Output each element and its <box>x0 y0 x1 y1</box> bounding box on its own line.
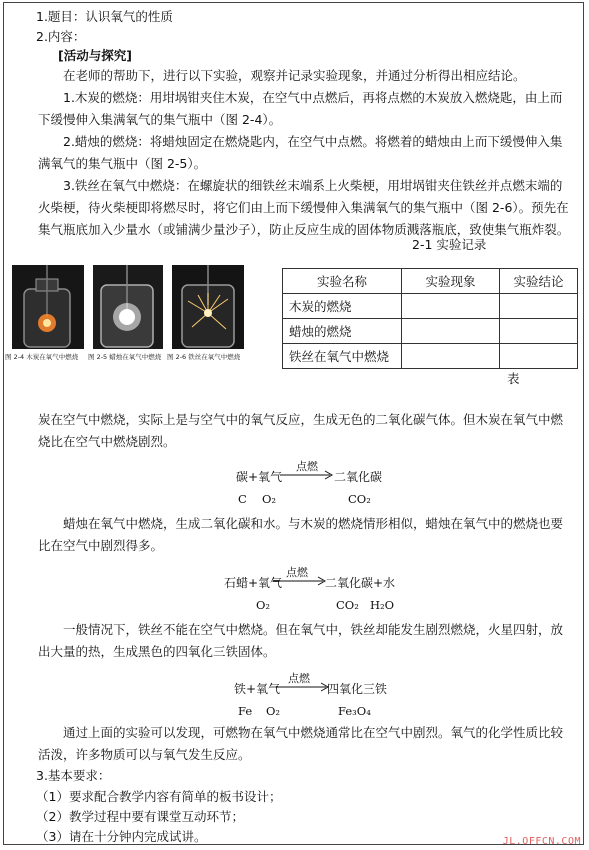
eq1-formula-c: C <box>238 492 247 506</box>
requirement-item: （1）要求配合教学内容有简单的板书设计； <box>36 789 282 804</box>
activity-intro: 在老师的帮助下，进行以下实验，观察并记录实验现象，并通过分析得出相应结论。 <box>63 68 526 83</box>
caption-fig-2-4: 图 2-4 木炭在氧气中燃烧 <box>5 353 79 361</box>
table-cell <box>402 319 500 344</box>
eq3-reactants: 铁+氧气 <box>234 682 281 696</box>
table-row <box>283 344 578 369</box>
table-cell <box>500 319 578 344</box>
requirements-label: 3.基本要求： <box>36 768 111 783</box>
lesson-title: 1.题目：认识氧气的性质 <box>36 9 173 24</box>
eq3-formula-fe3o4: Fe₃O₄ <box>338 704 371 718</box>
caption-fig-2-5: 图 2-5 蜡烛在氧气中燃烧 <box>88 353 162 361</box>
step-candle: 2.蜡烛的燃烧：将蜡烛固定在燃烧匙内，在空气中点燃。将燃着的蜡烛由上而下缓慢伸入集满氧气的集气瓶中（图 2-5）。 <box>38 134 563 171</box>
activity-heading: [活动与探究] <box>58 48 132 63</box>
step-charcoal: 1.木炭的燃烧：用坩埚钳夹住木炭，在空气中点燃后，再将点燃的木炭放入燃烧匙，由上而下缓慢伸入集满氧气的集气瓶中（图 2-4）。 <box>38 90 563 127</box>
eq1-product: 二氧化碳 <box>334 470 383 484</box>
table-row <box>283 294 578 319</box>
eq2-formula-co2: CO₂ <box>336 598 359 612</box>
table-cell <box>500 344 578 369</box>
table-row <box>283 319 578 344</box>
paragraph-carbon: 炭在空气中燃烧，实际上是与空气中的氧气反应，生成无色的二氧化碳气体。但木炭在氧气中燃烧比在空气中燃烧剧烈。 <box>38 412 564 449</box>
paragraph-iron: 一般情况下，铁丝不能在空气中燃烧。但在氧气中，铁丝却能发生剧烈燃烧，火星四射，放出大量的热，生成黑色的四氧化三铁固体。 <box>38 622 564 659</box>
requirement-item: （2）教学过程中要有课堂互动环节； <box>36 809 244 824</box>
table-cell <box>402 294 500 319</box>
paragraph-candle: 蜡烛在氧气中燃烧，生成二氧化碳和水。与木炭的燃烧情形相似，蜡烛在氧气中的燃烧也要比在空气中剧烈得多。 <box>38 516 564 553</box>
photo-iron-burning <box>172 265 244 349</box>
eq2-products: 二氧化碳+水 <box>325 576 396 590</box>
table-cell <box>402 344 500 369</box>
column-header: 实验结论 <box>500 269 578 294</box>
table-cell: 蜡烛的燃烧 <box>283 319 402 344</box>
experiment-record-table <box>282 268 578 369</box>
watermark: JL.OFFCN.COM <box>502 836 581 847</box>
eq1-formula-co2: CO₂ <box>348 492 371 506</box>
eq3-arrow-icon <box>276 682 332 692</box>
photo-candle-burning <box>93 265 163 349</box>
eq2-formula-h2o: H₂O <box>370 598 395 612</box>
table-suffix: 表 <box>507 371 520 386</box>
eq1-condition: 点燃 <box>296 460 318 473</box>
eq1-reactants: 碳+氧气 <box>236 470 283 484</box>
eq2-reactants: 石蜡+氧气 <box>224 576 283 590</box>
eq2-condition: 点燃 <box>286 566 308 579</box>
table-cell: 木炭的燃烧 <box>283 294 402 319</box>
content-label: 2.内容： <box>36 29 86 44</box>
photo-charcoal-burning <box>12 265 84 349</box>
column-header: 实验名称 <box>283 269 402 294</box>
table-cell <box>500 294 578 319</box>
eq1-formula-o2: O₂ <box>262 492 277 506</box>
table-header-row <box>283 269 578 294</box>
eq2-formula-o2: O₂ <box>256 598 271 612</box>
column-header: 实验现象 <box>402 269 500 294</box>
eq3-condition: 点燃 <box>288 672 310 685</box>
eq3-product: 四氧化三铁 <box>327 682 388 696</box>
requirement-item: （3）请在十分钟内完成试讲。 <box>36 829 207 844</box>
eq1-arrow-icon <box>280 470 336 480</box>
table-cell: 铁丝在氧气中燃烧 <box>283 344 402 369</box>
table-title: 2-1 实验记录 <box>412 237 487 252</box>
eq3-formula-fe: Fe <box>238 704 253 718</box>
eq2-arrow-icon <box>273 576 329 586</box>
step-iron: 3.铁丝在氧气中燃烧：在螺旋状的细铁丝末端系上火柴梗，用坩埚钳夹住铁丝并点燃末端的火柴梗，待火柴梗即将燃尽时，将它们由上而下缓慢伸入集满氧气的集气瓶中（图 2-6）。预先在集气瓶底加入少量水（或铺满少量沙子），防止反应生成的固体物质溅落瓶底，致使集气瓶炸裂。 <box>38 178 570 237</box>
paragraph-conclusion: 通过上面的实验可以发现，可燃物在氧气中燃烧通常比在空气中剧烈。氧气的化学性质比较活泼，许多物质可以与氧气发生反应。 <box>38 725 564 762</box>
eq3-formula-o2: O₂ <box>266 704 281 718</box>
caption-fig-2-6: 图 2-6 铁丝在氧气中燃烧 <box>167 353 241 361</box>
